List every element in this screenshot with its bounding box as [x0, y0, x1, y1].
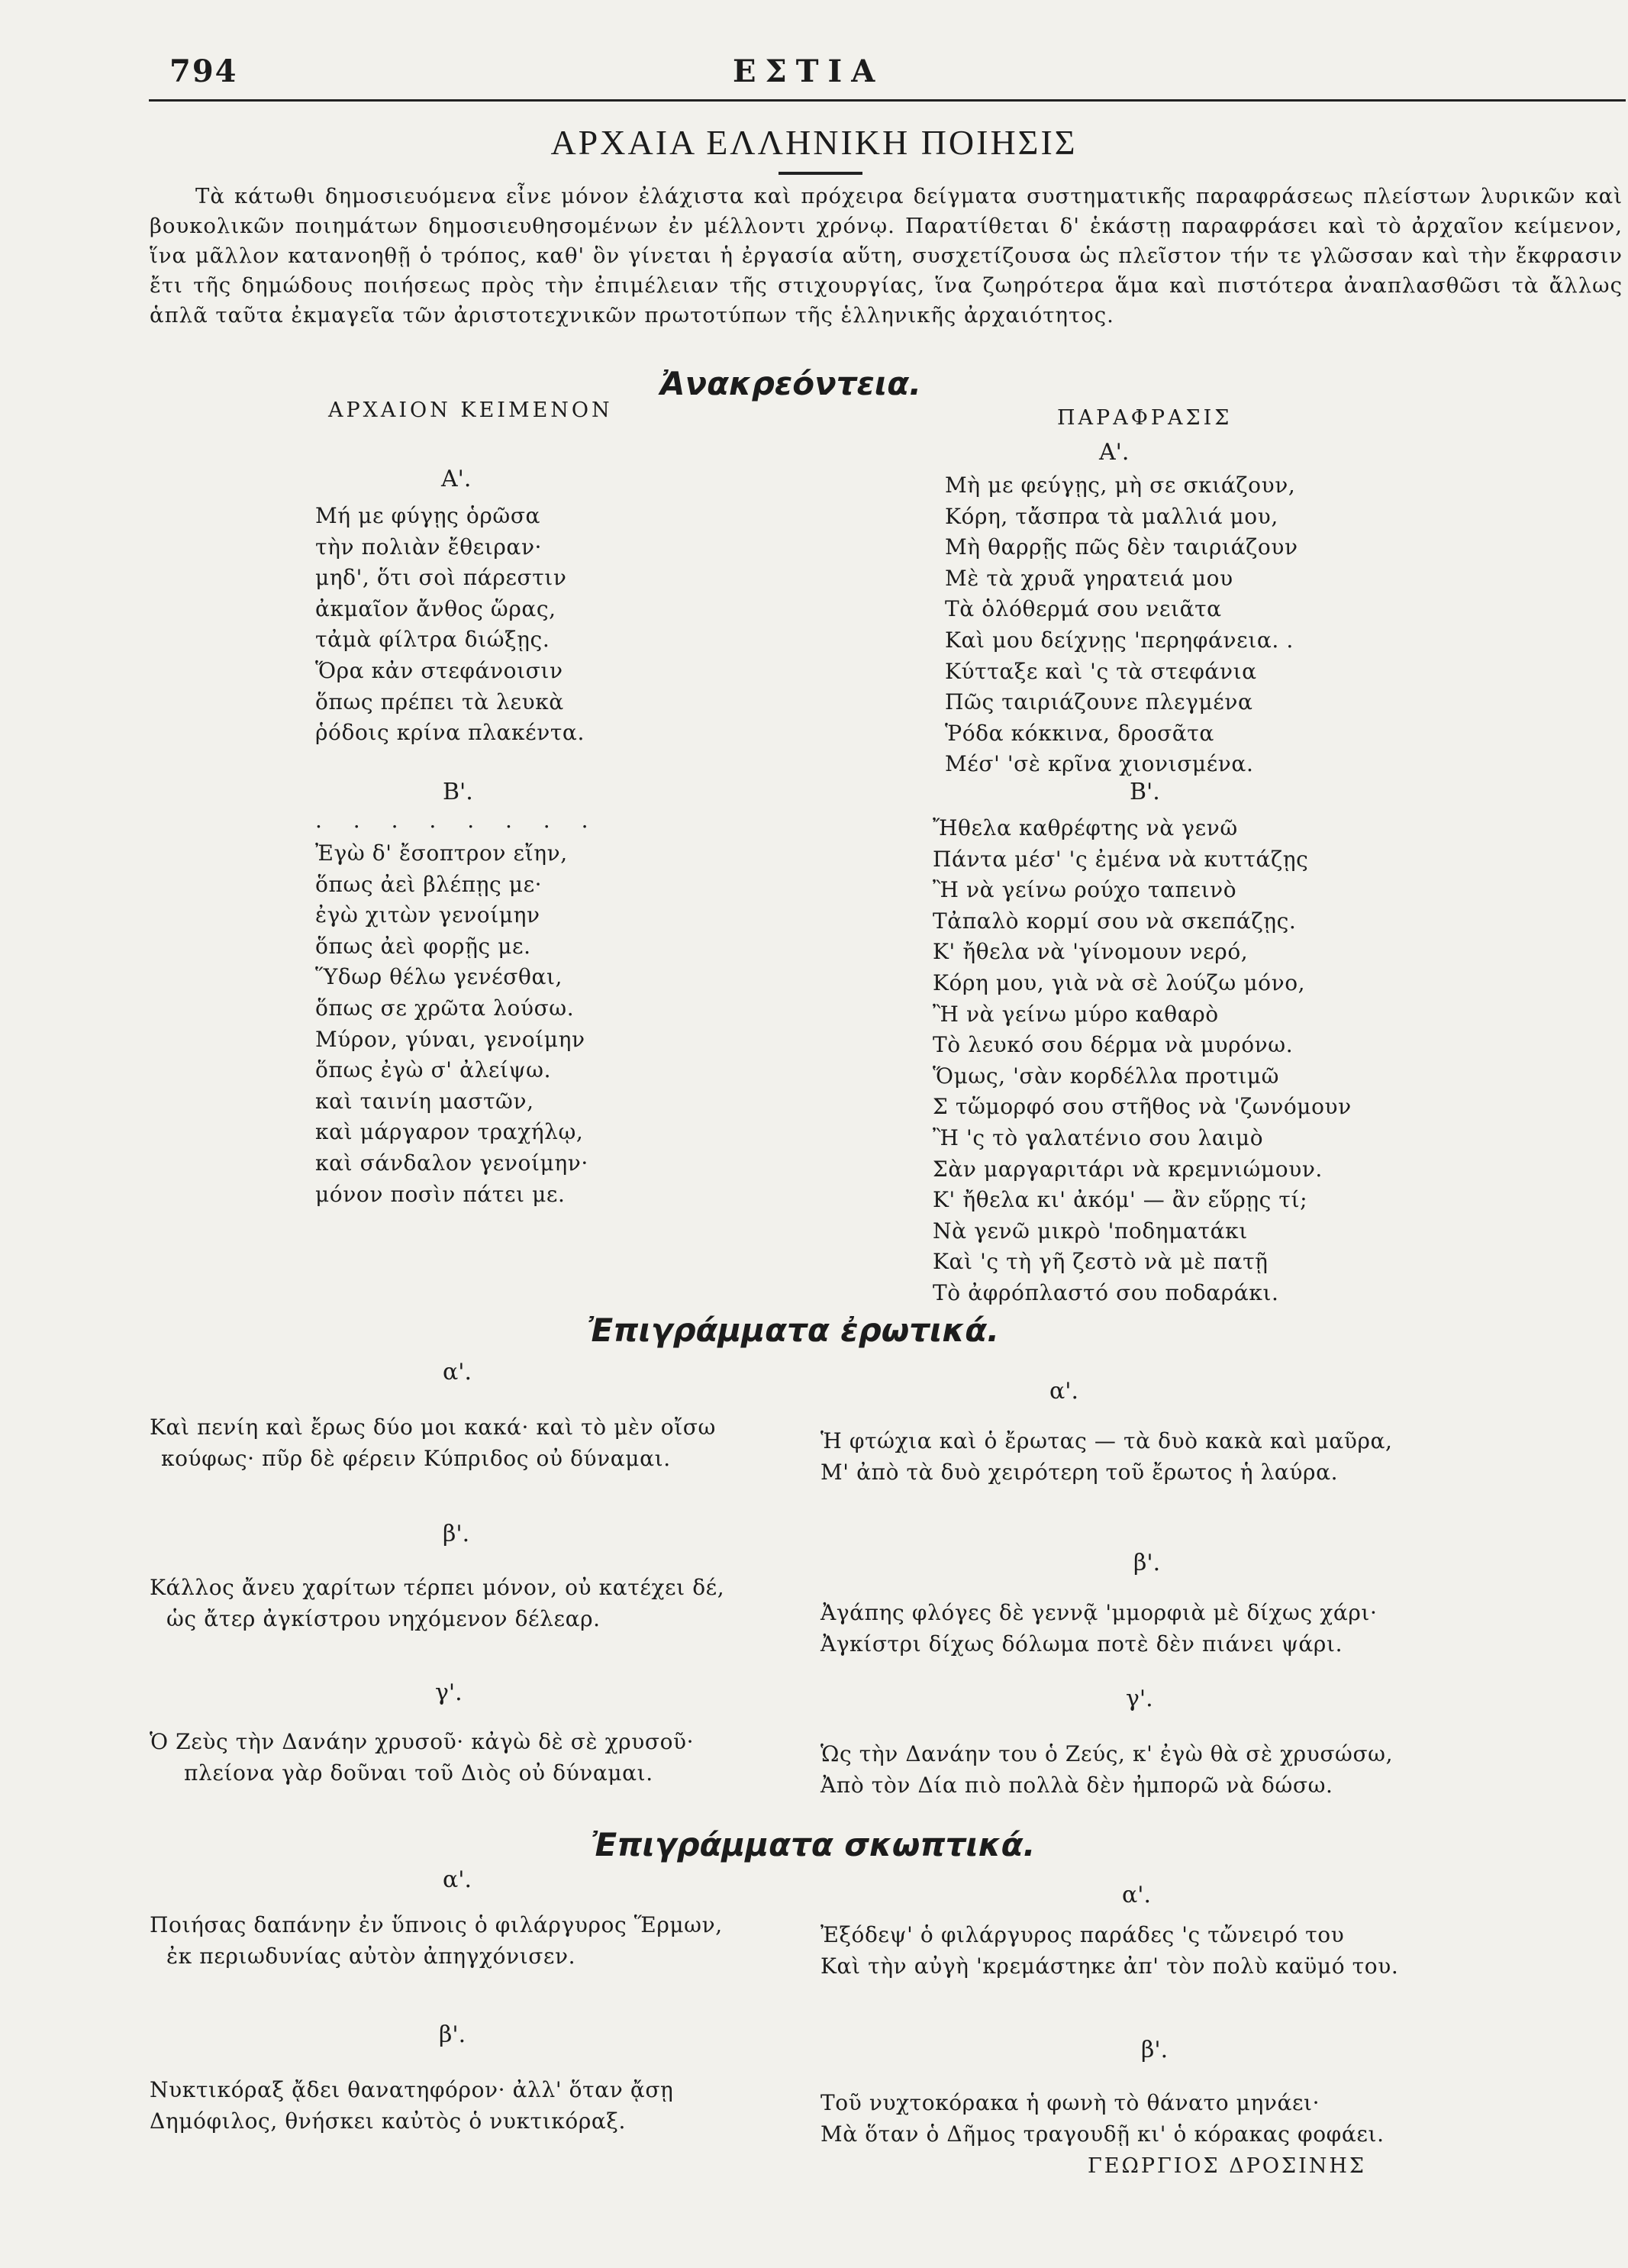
verse-line: Τὸ ἀφρόπλαστό σου ποδαράκι. — [933, 1279, 1279, 1305]
verse-line: ἐκ περιωδυνίας αὐτὸν ἀπηγχόνισεν. — [166, 1943, 576, 1969]
section-heading-satirical: Ἐπιγράμματα σκωπτικά. — [592, 1826, 1036, 1863]
anacreontea-paraphrase-a — [945, 470, 1298, 780]
verse-line: Πάντα μέσ' 'ς ἐμένα νὰ κυττάζῃς — [933, 846, 1309, 872]
verse-line: Μὰ ὅταν ὁ Δῆμος τραγουδῇ κι' ὁ κόρακας φοφάει. — [820, 2121, 1385, 2147]
verse-line: Σ τὥμορφό σου στῆθος νὰ 'ζωνόμουν — [933, 1094, 1352, 1120]
verse-line: τἀμὰ φίλτρα διώξῃς. — [315, 627, 550, 653]
verse-line: Ἢ 'ς τὸ γαλατένιο σου λαιμὸ — [933, 1124, 1264, 1150]
verse-line: καὶ ταινίη μαστῶν, — [315, 1088, 534, 1114]
verse-line: Κ' ἤθελα κι' ἀκόμ' — ἂν εὕρῃς τί; — [933, 1187, 1308, 1213]
verse-line: Νυκτικόραξ ᾄδει θανατηφόρον· ἀλλ' ὅταν ᾄσῃ — [150, 2077, 674, 2102]
verse-line: Μὴ θαρρῇς πῶς δὲν ταιριάζουν — [945, 534, 1298, 560]
verse-line: ὅπως ἀεὶ βλέπῃς με· — [315, 871, 543, 897]
verse-line: Σὰν μαργαριτάρι νὰ κρεμνιώμουν. — [933, 1156, 1323, 1182]
verse-line: κούφως· πῦρ δὲ φέρειν Κύπριδος οὐ δύναμαι. — [161, 1445, 671, 1471]
verse-line: ὅπως ἐγὼ σ' ἀλείψω. — [315, 1057, 552, 1083]
page-number: 794 — [169, 53, 238, 89]
verse-line: Ὅμως, 'σὰν κορδέλλα προτιμῶ — [933, 1063, 1280, 1089]
intro-paragraph: Τὰ κάτωθι δημοσιευόμενα εἶνε μόνον ἐλάχιστα καὶ πρόχειρα δείγματα συστηματικῆς παραφράσεως πλείστων λυρικῶν καὶ βουκολικῶν ποιημάτων δημοσιευθησομένων ἐν μέλλοντι χρόνῳ. Παρατίθεται δ' ἑκάστῃ παραφράσει καὶ τὸ ἀρχαῖον κείμενον, ἵνα μᾶλλον κατανοηθῇ ὁ τρόπος, καθ' ὃν γίνεται ἡ ἐργασία αὕτη, συσχετίζουσα ὡς πλεῖστον τήν τε γλῶσσαν καὶ τὴν ἔκφρασιν ἔτι τῆς δημώδους ποιήσεως πρὸς τὴν ἐπιμέλειαν τῆς στιχουργίας, ἵνα ζωηρότερα ἅμα καὶ πιστότερα ἀναπλασθῶσι τὰ ἄλλως ἁπλᾶ ταῦτα ἐκμαγεῖα τῶν ἀριστοτεχνικῶν πρωτοτύπων τῆς ἑλληνικῆς ἀρχαιότητος. — [150, 184, 1623, 327]
verse-line: ἀκμαῖον ἄνθος ὥρας, — [315, 595, 556, 621]
verse-line: μηδ', ὅτι σοὶ πάρεστιν — [315, 565, 567, 591]
verse-line: Νὰ γενῶ μικρὸ 'ποδηματάκι — [933, 1218, 1248, 1244]
column-header-paraphrase: ΠΑΡΑΦΡΑΣΙΣ — [1057, 406, 1233, 430]
verse-line: Καὶ μου δείχνῃς 'περηφάνεια. . — [945, 627, 1294, 653]
verse-line: Μή με φύγῃς ὁρῶσα — [315, 503, 541, 528]
verse-line: Πῶς ταιριάζουνε πλεγμένα — [945, 689, 1253, 715]
erotic-paraphrase-b — [820, 1598, 1378, 1660]
poem-number-b-right: Β'. — [1130, 779, 1160, 805]
verse-line: Κάλλος ἄνευ χαρίτων τέρπει μόνον, οὐ κατέχει δέ, — [150, 1575, 725, 1600]
title-dash — [779, 172, 862, 175]
verse-line: Κόρη, τἄσπρα τὰ μαλλιά μου, — [945, 503, 1278, 529]
verse-line: Ἢ νὰ γείνω ρούχο ταπεινὸ — [933, 877, 1237, 903]
verse-line: ὅπως πρέπει τὰ λευκὰ — [315, 689, 564, 715]
verse-line: Ὕδωρ θέλω γενέσθαι, — [315, 964, 563, 990]
epigram-number-right: γ'. — [1126, 1686, 1153, 1712]
epigram-number-left: α'. — [443, 1866, 472, 1893]
epigram-number-right: β'. — [1133, 1550, 1161, 1576]
verse-line: Κ' ἤθελα νὰ 'γίνομουν νερό, — [933, 939, 1249, 965]
journal-title: ΕΣΤΙΑ — [733, 53, 885, 89]
satirical-original-b — [150, 2075, 673, 2137]
author-signature: ΓΕΩΡΓΙΟΣ ΔΡΟΣΙΝΗΣ — [1088, 2154, 1367, 2178]
verse-line: Ἢ νὰ γείνω μύρο καθαρὸ — [933, 1001, 1219, 1027]
verse-line: Κόρη μου, γιὰ νὰ σὲ λούζω μόνο, — [933, 969, 1306, 995]
verse-line: Ἀγκίστρι δίχως δόλωμα ποτὲ δὲν πιάνει ψάρι. — [820, 1631, 1343, 1657]
verse-line: Μύρον, γύναι, γενοίμην — [315, 1026, 585, 1052]
verse-line: Μὴ με φεύγῃς, μὴ σε σκιάζουν, — [945, 473, 1296, 498]
anacreontea-original-b — [315, 838, 588, 1210]
verse-line: Ὁ Ζεὺς τὴν Δανάην χρυσοῦ· κἀγὼ δὲ σὲ χρυσοῦ· — [150, 1729, 695, 1754]
verse-line: μόνον ποσὶν πάτει με. — [315, 1181, 566, 1207]
erotic-original-b — [150, 1573, 724, 1634]
erotic-paraphrase-a — [820, 1426, 1393, 1488]
verse-line: Μ' ἀπὸ τὰ δυὸ χειρότερη τοῦ ἔρωτος ἡ λαύρα. — [820, 1459, 1339, 1485]
poem-number-a-left: Α'. — [441, 466, 472, 492]
verse-line: καὶ σάνδαλον γενοίμην· — [315, 1150, 588, 1176]
verse-line: Καὶ πενίη καὶ ἔρως δύο μοι κακά· καὶ τὸ μὲν οἴσω — [150, 1415, 716, 1440]
verse-line: καὶ μάργαρον τραχήλῳ, — [315, 1119, 584, 1145]
header-rule — [149, 99, 1626, 102]
verse-line: Ἀγάπης φλόγες δὲ γεννᾷ 'μμορφιὰ μὲ δίχως χάρι· — [820, 1600, 1378, 1625]
verse-line: Ῥόδα κόκκινα, δροσᾶτα — [945, 720, 1214, 746]
verse-line: Τὸ λευκό σου δέρμα νὰ μυρόνω. — [933, 1032, 1294, 1058]
epigram-number-left: γ'. — [435, 1679, 463, 1706]
satirical-original-a — [150, 1910, 723, 1972]
erotic-paraphrase-c — [820, 1739, 1393, 1801]
verse-line: Τὰ ὁλόθερμά σου νειᾶτα — [945, 596, 1222, 622]
verse-line: Ἀπὸ τὸν Δία πιὸ πολλὰ δὲν ἠμπορῶ νὰ δώσω. — [820, 1772, 1333, 1798]
verse-line: Μέσ' 'σὲ κρῖνα χιονισμένα. — [945, 751, 1254, 777]
verse-line: ἐγὼ χιτὼν γενοίμην — [315, 902, 540, 928]
verse-line: Ἐξόδεψ' ὁ φιλάργυρος παράδες 'ς τὤνειρό του — [820, 1922, 1345, 1947]
verse-line: Ὡς τὴν Δανάην του ὁ Ζεύς, κ' ἐγὼ θὰ σὲ χρυσώσω, — [820, 1741, 1394, 1766]
verse-line: Δημόφιλος, θνήσκει καὐτὸς ὁ νυκτικόραξ. — [150, 2108, 626, 2134]
verse-line: Καὶ τὴν αὐγὴ 'κρεμάστηκε ἀπ' τὸν πολὺ καϋμό του. — [820, 1953, 1399, 1979]
verse-line: Τἀπαλὸ κορμί σου νὰ σκεπάζῃς. — [933, 908, 1297, 934]
epigram-number-left: β'. — [439, 2021, 466, 2048]
column-header-original: ΑΡΧΑΙΟΝ ΚΕΙΜΕΝΟΝ — [328, 398, 613, 422]
verse-line: Κύτταξε καὶ 'ς τὰ στεφάνια — [945, 658, 1257, 684]
article-title: ΑΡΧΑΙΑ ΕΛΛΗΝΙΚΗ ΠΟΙΗΣΙΣ — [550, 123, 1078, 162]
verse-line: ὅπως σε χρῶτα λούσω. — [315, 995, 575, 1021]
verse-line: Ποιήσας δαπάνην ἐν ὕπνοις ὁ φιλάργυρος Ἕρμων, — [150, 1912, 723, 1937]
verse-line: πλείονα γὰρ δοῦναι τοῦ Διὸς οὐ δύναμαι. — [184, 1760, 653, 1786]
epigram-number-right: β'. — [1141, 2037, 1169, 2063]
verse-line: Μὲ τὰ χρυᾶ γηρατειά μου — [945, 565, 1233, 591]
epigram-number-right: α'. — [1122, 1882, 1152, 1908]
erotic-original-c — [150, 1727, 694, 1789]
section-heading-anacreontea: Ἀνακρεόντεια. — [660, 365, 922, 402]
anacreontea-original-a — [315, 501, 585, 749]
verse-line: ῥόδοις κρίνα πλακέντα. — [315, 720, 585, 746]
verse-line: τὴν πολιὰν ἔθειραν· — [315, 534, 543, 560]
poem-number-a-right: Α'. — [1099, 439, 1130, 466]
verse-line: Καὶ 'ς τὴ γῆ ζεστὸ νὰ μὲ πατῇ — [933, 1249, 1269, 1275]
verse-line: ὅπως ἀεὶ φορῇς με. — [315, 933, 531, 959]
satirical-paraphrase-b — [820, 2088, 1385, 2150]
erotic-original-a — [150, 1412, 716, 1474]
verse-line: ὡς ἄτερ ἀγκίστρου νηχόμενον δέλεαρ. — [166, 1605, 601, 1631]
verse-line: Ἡ φτώχια καὶ ὁ ἔρωτας — τὰ δυὸ κακὰ καὶ μαῦρα, — [820, 1428, 1393, 1453]
epigram-number-right: α'. — [1049, 1378, 1079, 1405]
epigram-number-left: α'. — [443, 1359, 472, 1386]
section-heading-erotic: Ἐπιγράμματα ἐρωτικά. — [588, 1311, 1000, 1349]
ellipsis-dots: . . . . . . . . — [315, 808, 601, 833]
verse-line: Τοῦ νυχτοκόρακα ἡ φωνὴ τὸ θάνατο μηνάει· — [820, 2090, 1320, 2115]
anacreontea-paraphrase-b — [933, 813, 1352, 1309]
verse-line: Ὅρα κἀν στεφάνοισιν — [315, 657, 563, 683]
poem-number-b-left: Β'. — [443, 779, 473, 805]
verse-line: Ἐγὼ δ' ἔσοπτρον εἴην, — [315, 840, 568, 866]
verse-line: Ἤθελα καθρέφτης νὰ γενῶ — [933, 815, 1238, 840]
satirical-paraphrase-a — [820, 1920, 1398, 1982]
epigram-number-left: β'. — [443, 1521, 470, 1547]
